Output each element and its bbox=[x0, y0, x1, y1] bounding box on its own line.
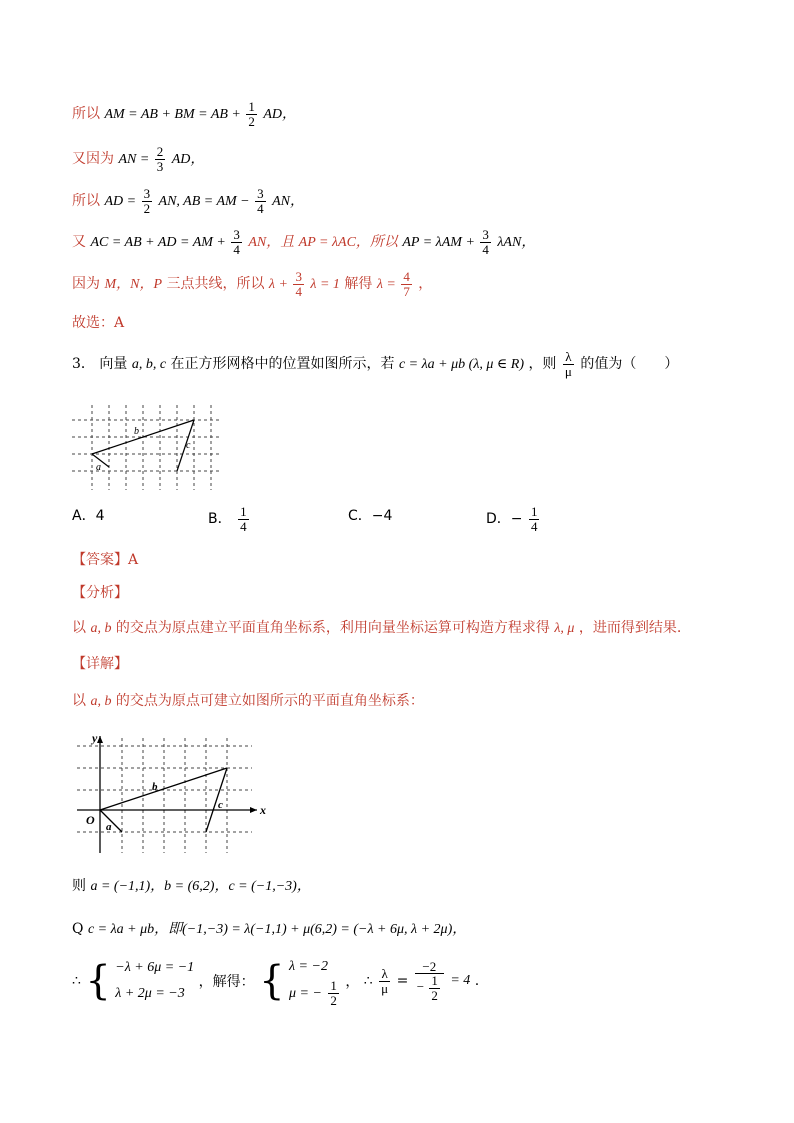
proof-line-3 bbox=[72, 187, 304, 215]
frac-num: 1 bbox=[431, 973, 438, 989]
frac-num: λ bbox=[379, 967, 390, 982]
comma: ， bbox=[345, 974, 360, 991]
frac-den: 4 bbox=[295, 283, 302, 299]
math-expr: AN，且 bbox=[248, 235, 295, 251]
analysis-vars-2: λ, μ bbox=[554, 621, 575, 636]
math-expr: AP = λAM + bbox=[402, 235, 479, 251]
vector-c bbox=[206, 768, 227, 832]
math-expr: λ + bbox=[268, 277, 292, 293]
math-expr: AN = bbox=[118, 152, 153, 168]
solution-1: λ = −2 bbox=[288, 959, 328, 974]
question-vars: a, b, c bbox=[131, 357, 167, 373]
frac-num: 1 bbox=[240, 504, 247, 519]
coordinate-figure bbox=[72, 728, 272, 858]
analysis-text-3: ，进而得到结果. bbox=[578, 620, 682, 636]
frac-num: 1 bbox=[530, 504, 538, 519]
solution-prefix: Q bbox=[72, 921, 84, 937]
equals-sign: = bbox=[396, 973, 413, 990]
frac-den: 4 bbox=[233, 241, 240, 257]
frac-num: 3 bbox=[233, 227, 240, 242]
frac-den: 4 bbox=[257, 200, 264, 216]
result: = 4 bbox=[450, 973, 471, 989]
frac-den: 7 bbox=[403, 283, 410, 299]
fraction bbox=[255, 187, 266, 215]
equation-1: −λ + 6μ = −1 bbox=[115, 960, 195, 976]
frac-den: 2 bbox=[248, 113, 255, 129]
x-arrow-icon bbox=[250, 807, 257, 813]
question-3 bbox=[72, 350, 678, 378]
frac-num: 3 bbox=[257, 186, 264, 201]
frac-num: 3 bbox=[143, 186, 151, 201]
solution-system bbox=[289, 955, 341, 1007]
frac-den: 4 bbox=[240, 518, 247, 534]
frac-den: 3 bbox=[156, 158, 164, 174]
label-a: a bbox=[106, 821, 112, 833]
proof-line-4 bbox=[72, 228, 535, 256]
frac-den: 4 bbox=[482, 241, 489, 257]
detail-text-2: 的交点为原点可建立如图所示的平面直角坐标系： bbox=[115, 693, 424, 709]
math-expr: c = λa + μb，即(−1,−3) = λ(−1,1) + μ(6,2) = (−λ + 6μ, λ + 2μ)， bbox=[87, 922, 467, 937]
fraction bbox=[231, 228, 242, 256]
therefore-symbol: ∴ bbox=[72, 973, 81, 990]
frac-den: 2 bbox=[330, 992, 337, 1008]
solution-line-2 bbox=[72, 918, 466, 938]
line-prefix: 又因为 bbox=[72, 151, 114, 168]
detail-tag: 【详解】 bbox=[72, 656, 128, 672]
frac-num: 4 bbox=[403, 269, 410, 284]
fraction bbox=[415, 960, 444, 1003]
line-prefix: 因为 bbox=[72, 276, 100, 293]
frac-num: 1 bbox=[330, 978, 337, 993]
choice-b bbox=[208, 505, 251, 533]
points-label: M，N，P bbox=[104, 277, 163, 293]
solution-2 bbox=[289, 979, 341, 1007]
solution-line-3 bbox=[72, 955, 479, 1007]
analysis-tag: 【分析】 bbox=[72, 585, 128, 601]
line-text: ， bbox=[418, 276, 433, 293]
label-o: O bbox=[86, 813, 95, 827]
fraction bbox=[293, 270, 304, 298]
period: . bbox=[474, 973, 480, 990]
equation-2: λ + 2μ = −3 bbox=[115, 986, 185, 1002]
frac-num: 2 bbox=[156, 144, 164, 159]
math-expr: AN, AB = AM − bbox=[158, 194, 254, 210]
fraction bbox=[155, 145, 166, 173]
math-expr: AD， bbox=[263, 107, 296, 123]
fraction bbox=[246, 100, 257, 128]
frac-den: 4 bbox=[530, 518, 538, 534]
answer-tag: 【答案】A bbox=[72, 552, 139, 568]
line-prefix: 又 bbox=[72, 234, 86, 251]
detail-text-1: 以 bbox=[72, 693, 86, 709]
analysis-text-2: 的交点为原点建立平面直角坐标系，利用向量坐标运算可构造方程求得 bbox=[115, 620, 550, 636]
line-prefix: 所以 bbox=[72, 106, 100, 123]
solution-line-1 bbox=[72, 875, 311, 895]
question-text: 向量 bbox=[99, 356, 128, 373]
frac-num: λ bbox=[563, 350, 574, 365]
frac-num: 3 bbox=[482, 227, 489, 242]
math-expr: a = (−1,1)，b = (6,2)，c = (−1,−3)， bbox=[90, 879, 311, 894]
label-b: b bbox=[134, 426, 139, 437]
y-arrow-icon bbox=[97, 736, 103, 743]
line-prefix: 所以 bbox=[72, 193, 100, 210]
equation-system bbox=[115, 955, 194, 1007]
analysis-text-1: 以 bbox=[72, 620, 86, 636]
label-b: b bbox=[152, 781, 158, 793]
proof-line-2 bbox=[72, 145, 204, 173]
proof-line-1 bbox=[72, 100, 296, 128]
left-brace-icon: { bbox=[259, 958, 285, 1005]
math-expr: AP = λAC，所以 bbox=[298, 235, 398, 251]
question-text: 在正方形网格中的位置如图所示，若 bbox=[170, 356, 395, 373]
conclusion-line: 故选：A bbox=[72, 315, 125, 331]
solution-prefix: 则 bbox=[72, 878, 86, 894]
question-fraction bbox=[563, 350, 574, 378]
question-eq: c = λa + μb (λ, μ ∈ R) bbox=[398, 357, 524, 373]
fraction bbox=[379, 967, 390, 995]
label-y: y bbox=[92, 731, 98, 745]
frac-den: 2 bbox=[431, 987, 438, 1003]
solution-text: ，解得： bbox=[198, 974, 255, 991]
fraction bbox=[328, 979, 339, 1007]
math-expr: AD， bbox=[171, 152, 205, 168]
therefore-symbol: ∴ bbox=[363, 973, 373, 990]
question-text: ，则 bbox=[528, 356, 557, 373]
fraction bbox=[529, 505, 540, 533]
frac-num: −2 bbox=[415, 960, 444, 975]
question-text: 的值为（ ） bbox=[580, 356, 679, 373]
choice-d-label: D．− bbox=[486, 511, 523, 528]
math-expr: AN， bbox=[272, 194, 304, 210]
label-c: c bbox=[186, 440, 191, 451]
math-expr: AM = AB + BM = AB + bbox=[104, 107, 245, 123]
analysis-text bbox=[72, 617, 681, 637]
fraction bbox=[238, 505, 249, 533]
fraction bbox=[480, 228, 491, 256]
label-c: c bbox=[218, 799, 223, 811]
label-x: x bbox=[260, 803, 266, 817]
grid-figure-1 bbox=[72, 400, 222, 495]
frac-den bbox=[415, 974, 444, 1002]
frac-den: μ bbox=[564, 363, 572, 379]
frac-num: 1 bbox=[248, 99, 255, 114]
math-expr: λ = bbox=[376, 277, 400, 293]
frac-den: 2 bbox=[143, 200, 151, 216]
fraction bbox=[429, 974, 440, 1002]
math-expr: λAN， bbox=[497, 235, 536, 251]
detail-text bbox=[72, 690, 424, 710]
frac-num: 3 bbox=[295, 269, 302, 284]
proof-line-5 bbox=[72, 270, 432, 298]
detail-vars: a, b bbox=[90, 694, 112, 709]
choice-c: C．−4 bbox=[348, 508, 393, 524]
math-expr: λ = 1 bbox=[310, 277, 340, 293]
math-expr: AD = bbox=[104, 194, 140, 210]
choice-b-label: B． bbox=[208, 511, 232, 528]
minus-sign: − bbox=[416, 979, 425, 995]
fraction bbox=[142, 187, 153, 215]
math-expr: μ = − bbox=[288, 986, 322, 1002]
line-text: 解得 bbox=[344, 276, 373, 293]
analysis-vars: a, b bbox=[90, 621, 112, 636]
frac-den: μ bbox=[381, 980, 389, 996]
choice-a: A．4 bbox=[72, 508, 105, 524]
label-a: a bbox=[96, 462, 101, 473]
question-number: 3． bbox=[72, 356, 95, 373]
line-text: 三点共线，所以 bbox=[166, 276, 265, 293]
left-brace-icon: { bbox=[85, 958, 111, 1005]
fraction bbox=[401, 270, 412, 298]
math-expr: AC = AB + AD = AM + bbox=[90, 235, 230, 251]
choice-d bbox=[486, 505, 541, 533]
